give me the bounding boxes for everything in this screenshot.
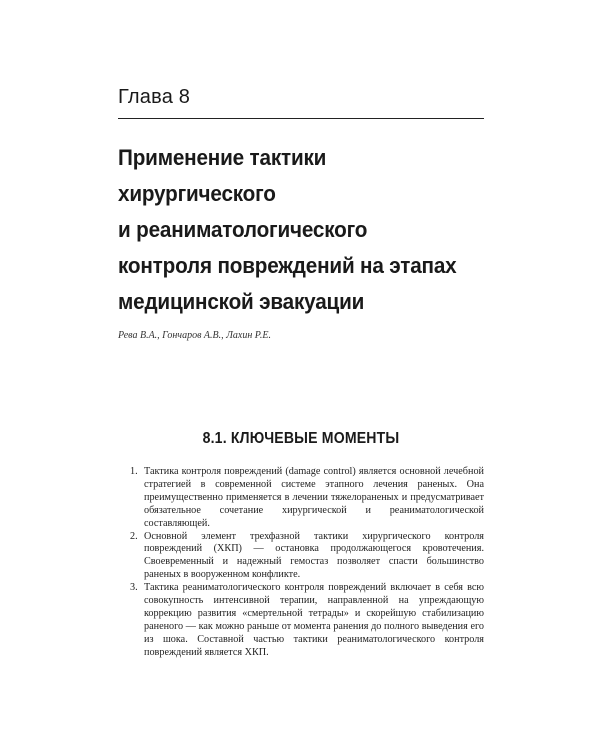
list-item-number: 2. <box>130 530 138 542</box>
list-item-text: Основной элемент трехфазной тактики хирургического контроля повреждений (ХКП) — остановка продолжающегося кровотечения. Своевременный и надежный гемостаз позволяет спасти большинство раненых в вооруженном конфликте. <box>144 530 484 581</box>
chapter-label: Глава 8 <box>118 86 191 108</box>
chapter-title-line: медицинской эвакуации <box>118 289 365 314</box>
chapter-authors: Рева В.А., Гончаров А.В., Лахин Р.Е. <box>118 330 272 341</box>
list-item <box>118 531 484 583</box>
chapter-title-line: и реаниматологического <box>118 217 368 242</box>
chapter-title-line: Применение тактики <box>118 145 327 170</box>
list-item-number: 3. <box>130 582 138 594</box>
list-item <box>118 466 484 531</box>
chapter-title-line: контроля повреждений на этапах <box>118 253 457 278</box>
list-item <box>118 582 484 659</box>
chapter-rule <box>118 118 484 119</box>
list-item-text: Тактика реаниматологического контроля повреждений включает в себя всю совокупность интенсивной терапии, направленной на упреждающую коррекцию развития «смертельной тетрады» и скорейшую стабилизацию раненого — как можно раньше от момента ранения до полного выведения его из шока. Составной частью тактики реаниматологического контроля повреждений является ХКП. <box>144 582 484 658</box>
key-points-list <box>118 466 484 660</box>
chapter-title-line: хирургического <box>118 181 276 206</box>
section-heading: 8.1. КЛЮЧЕВЫЕ МОМЕНТЫ <box>202 430 400 447</box>
list-item-text: Тактика контроля повреждений (damage control) является основной лечебной стратегией в современной системе этапного лечения раненых. Она преимущественно применяется в лечении тяжелораненых и предусматривает обязательное сочетание хирургической и реаниматологической составляющей. <box>144 466 484 529</box>
list-item-number: 1. <box>130 466 138 477</box>
chapter-title <box>118 140 468 320</box>
